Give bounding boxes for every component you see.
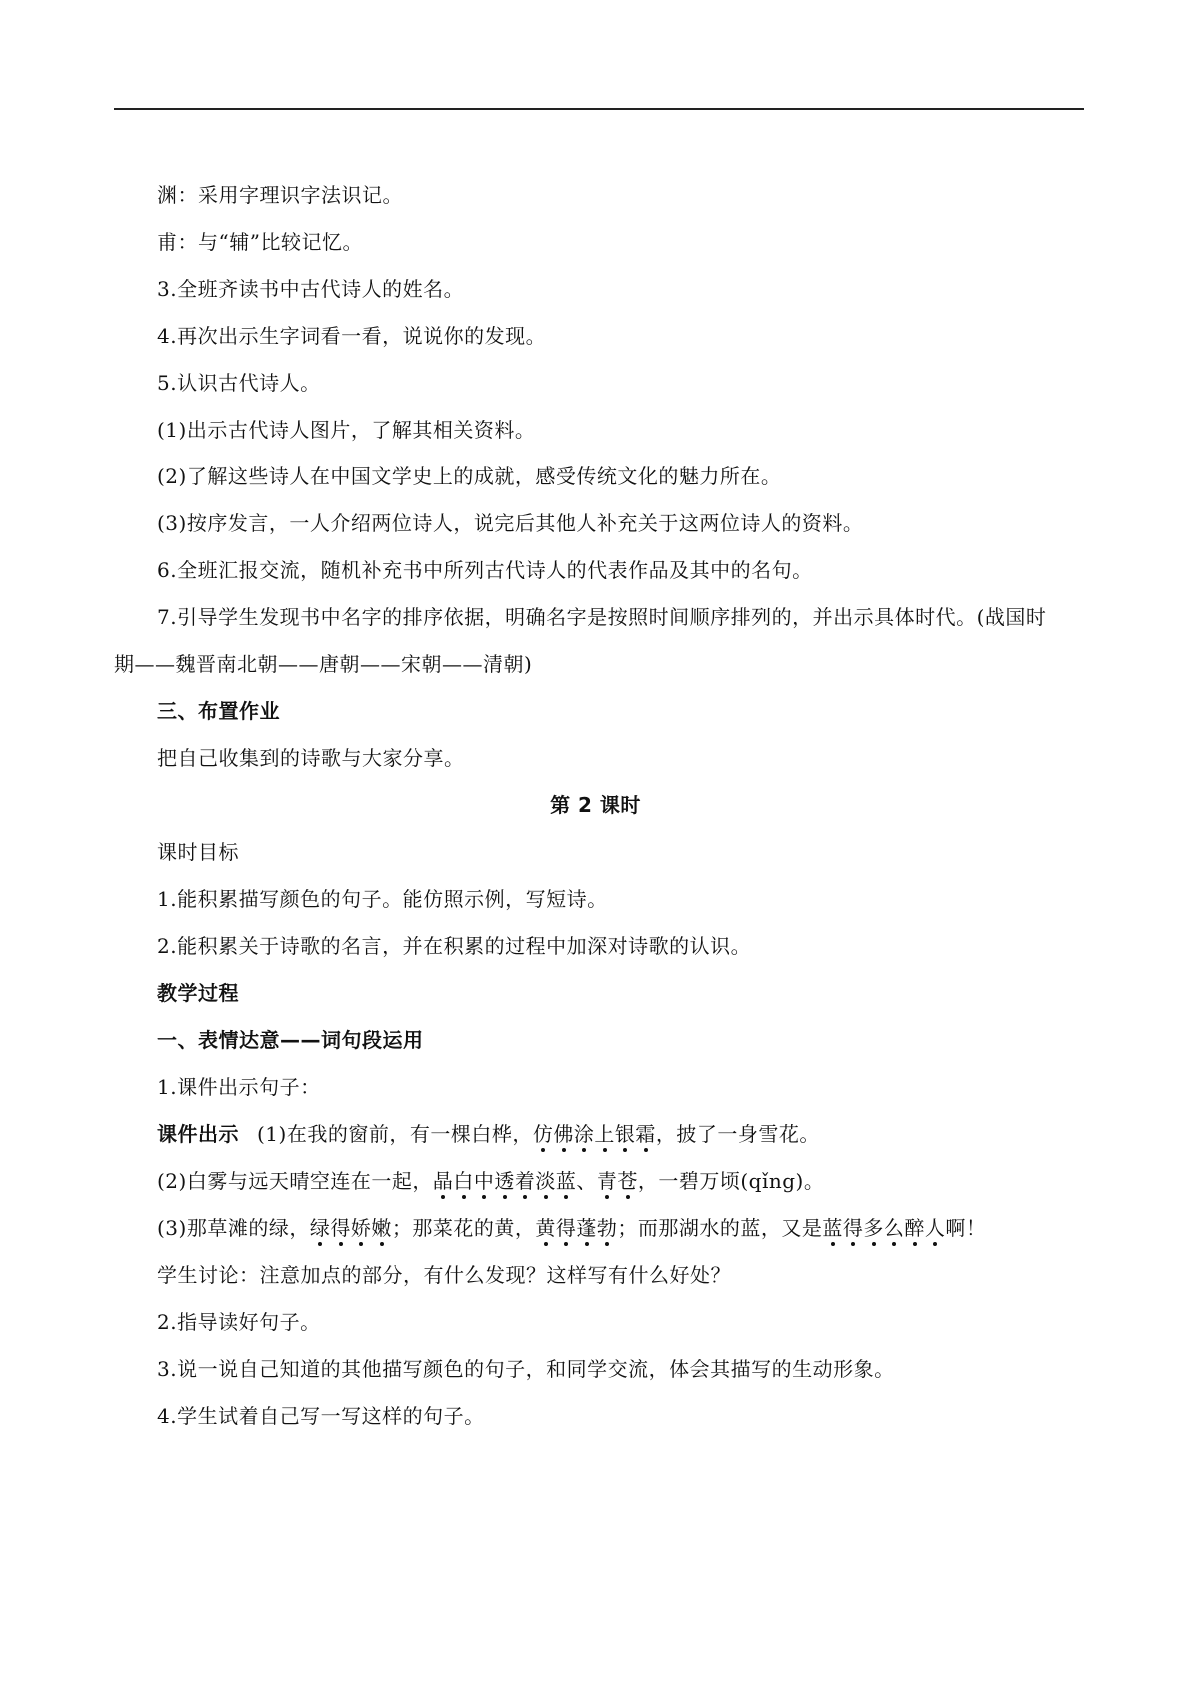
dotted-char: 么	[883, 1216, 905, 1240]
dotted-char: 青	[596, 1169, 618, 1193]
dotted-char: 涂	[573, 1122, 595, 1146]
example-sentence-1	[157, 1120, 820, 1148]
dotted-char: 娇	[350, 1216, 372, 1240]
text-line: 1.能积累描写颜色的句子。能仿照示例，写短诗。	[157, 887, 608, 911]
dotted-char: 透	[494, 1169, 515, 1193]
sentence-text: (3)那草滩的绿，	[157, 1216, 310, 1240]
courseware-label: 课件出示	[157, 1122, 239, 1146]
text-line: 期——魏晋南北朝——唐朝——宋朝——清朝)	[114, 652, 533, 676]
dotted-char: 晶	[432, 1169, 454, 1193]
dotted-char: 蓝	[822, 1216, 843, 1240]
dotted-char: 得	[842, 1216, 864, 1240]
dotted-char: 着	[514, 1169, 536, 1193]
dotted-char: 得	[555, 1216, 577, 1240]
dotted-char: 得	[330, 1216, 351, 1240]
sentence-text: ，一碧万顷(qǐng)。	[637, 1169, 825, 1193]
text-line: 学生讨论：注意加点的部分，有什么发现？这样写有什么好处？	[157, 1263, 731, 1287]
sentence-text: (1)在我的窗前，有一棵白桦，	[257, 1122, 533, 1146]
lesson-title: 第 2 课时	[550, 793, 641, 817]
text-line: 甫：与“辅”比较记忆。	[157, 230, 363, 254]
text-line: 4.再次出示生字词看一看，说说你的发现。	[157, 324, 547, 348]
text-line: (3)按序发言，一人介绍两位诗人，说完后其他人补充关于这两位诗人的资料。	[157, 511, 864, 535]
dotted-char: 蓝	[555, 1169, 577, 1193]
dotted-char: 苍	[617, 1169, 638, 1193]
dotted-char: 多	[863, 1216, 884, 1240]
text-line: 3.全班齐读书中古代诗人的姓名。	[157, 277, 465, 301]
text-line: 课时目标	[157, 840, 239, 864]
text-line: 把自己收集到的诗歌与大家分享。	[157, 746, 465, 770]
dotted-char: 黄	[535, 1216, 556, 1240]
text-line: 4.学生试着自己写一写这样的句子。	[157, 1404, 485, 1428]
section-heading: 教学过程	[157, 981, 239, 1005]
sentence-text: ；那菜花的黄，	[391, 1216, 536, 1240]
example-sentence-2	[157, 1167, 824, 1195]
example-sentence-3	[157, 1214, 986, 1242]
dotted-char: 人	[924, 1216, 946, 1240]
text-line: 2.指导读好句子。	[157, 1310, 321, 1334]
dotted-char: 醉	[904, 1216, 925, 1240]
text-line: 7.引导学生发现书中名字的排序依据，明确名字是按照时间顺序排列的，并出示具体时代。(战国时	[157, 605, 1047, 629]
dotted-char: 淡	[535, 1169, 556, 1193]
dotted-char: 白	[453, 1169, 474, 1193]
text-line: (2)了解这些诗人在中国文学史上的成就，感受传统文化的魅力所在。	[157, 464, 782, 488]
dotted-char: 佛	[553, 1122, 574, 1146]
sentence-text: ；而那湖水的蓝，又是	[617, 1216, 823, 1240]
section-heading: 三、布置作业	[157, 699, 280, 723]
dotted-char: 中	[473, 1169, 495, 1193]
section-heading: 一、表情达意——词句段运用	[157, 1028, 424, 1052]
dotted-char: 绿	[309, 1216, 331, 1240]
text-line: 5.认识古代诗人。	[157, 371, 321, 395]
text-line: 3.说一说自己知道的其他描写颜色的句子，和同学交流，体会其描写的生动形象。	[157, 1357, 895, 1381]
sentence-text: 啊！	[945, 1216, 987, 1240]
text-line: 1.课件出示句子：	[157, 1075, 321, 1099]
header-rule	[114, 108, 1084, 110]
text-line: (1)出示古代诗人图片，了解其相关资料。	[157, 418, 536, 442]
dotted-char: 勃	[596, 1216, 618, 1240]
text-line: 2.能积累关于诗歌的名言，并在积累的过程中加深对诗歌的认识。	[157, 934, 752, 958]
dotted-char: 蓬	[576, 1216, 597, 1240]
dotted-char: 霜	[635, 1122, 656, 1146]
sentence-text: (2)白雾与远天晴空连在一起，	[157, 1169, 433, 1193]
dotted-char: 嫩	[371, 1216, 392, 1240]
text-line: 6.全班汇报交流，随机补充书中所列古代诗人的代表作品及其中的名句。	[157, 558, 813, 582]
dotted-char: 上	[594, 1122, 615, 1146]
dotted-char: 银	[614, 1122, 636, 1146]
sentence-text: 、	[576, 1169, 597, 1193]
sentence-text: ，披了一身雪花。	[655, 1122, 820, 1146]
dotted-char: 仿	[532, 1122, 554, 1146]
text-line: 渊：采用字理识字法识记。	[157, 183, 403, 207]
